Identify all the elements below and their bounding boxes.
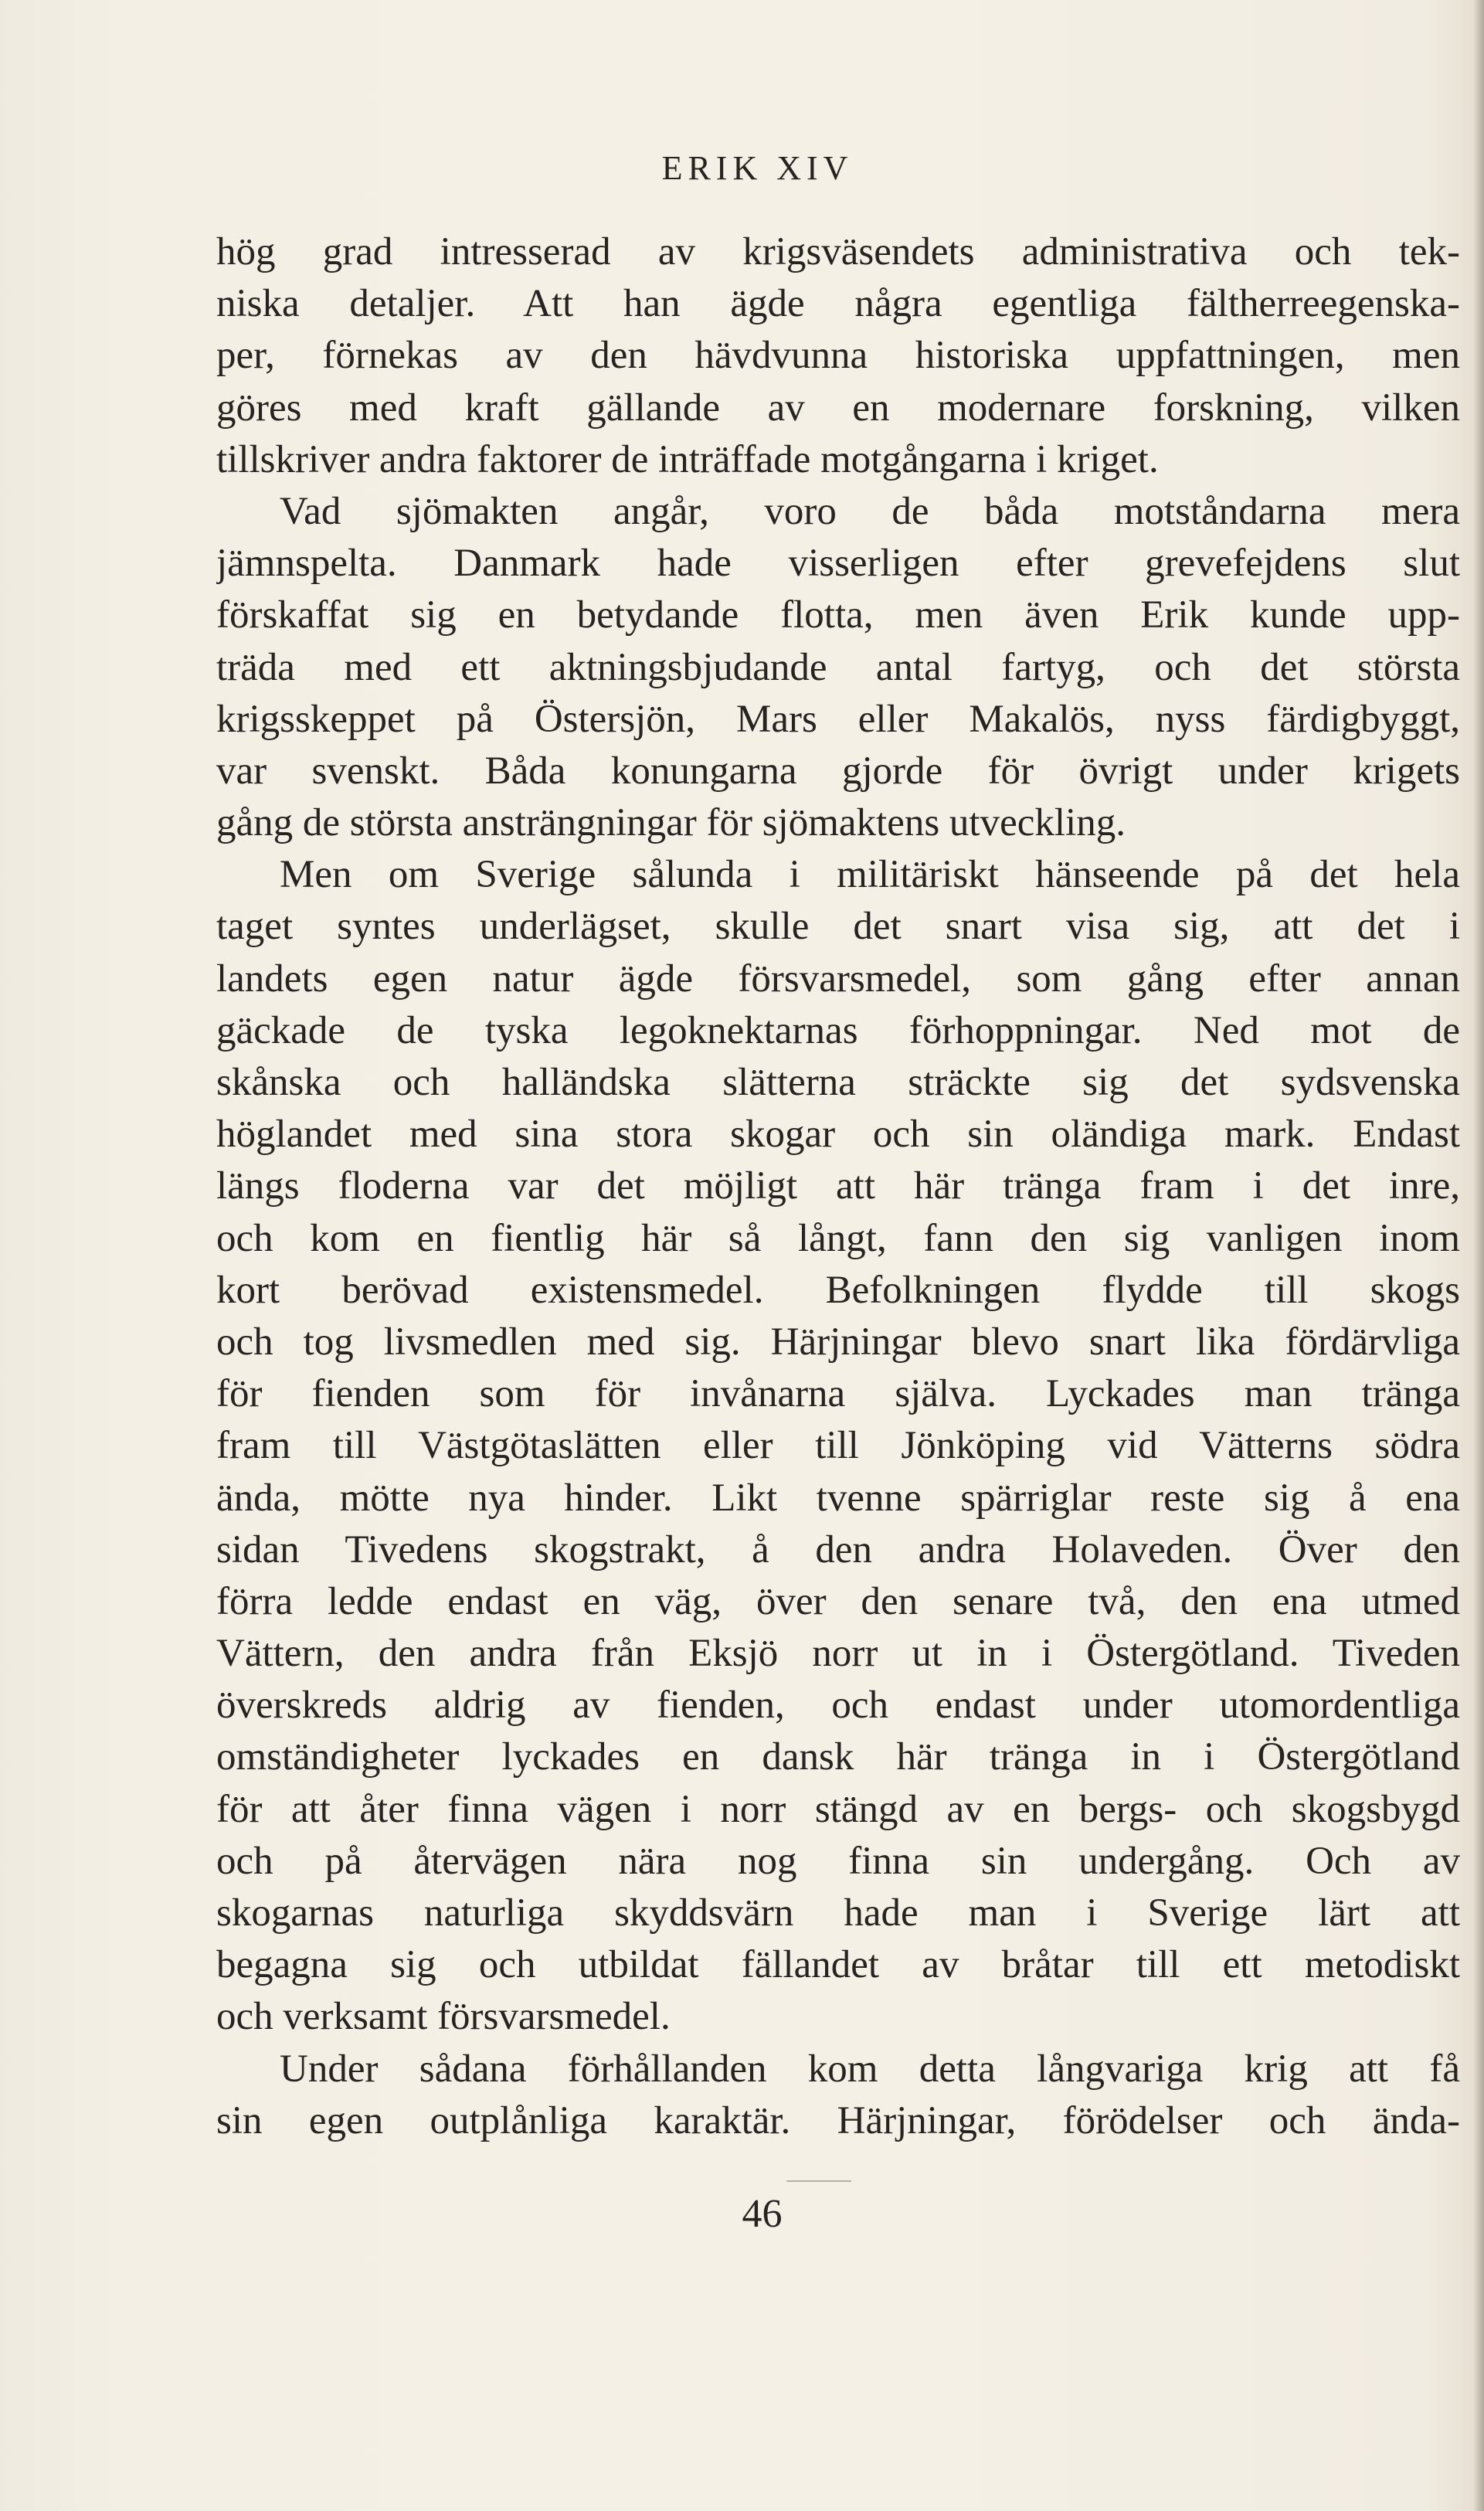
text-line: Under sådana förhållanden kom detta långvariga krig att få	[280, 2047, 1460, 2091]
page-number: 46	[742, 2192, 783, 2236]
text-line: Vad sjömakten angår, voro de båda motståndarna mera	[280, 489, 1460, 533]
text-line: gång de största ansträngningar för sjömaktens utveckling.	[216, 801, 1126, 845]
text-line: begagna sig och utbildat fällandet av bråtar till ett metodiskt	[216, 1943, 1460, 1987]
text-line: hög grad intresserad av krigsväsendets administrativa och tek-	[216, 230, 1460, 274]
text-line: för att åter finna vägen i norr stängd av en bergs- och skogsbygd	[216, 1787, 1460, 1831]
text-line: niska detaljer. Att han ägde några egentliga fältherreegenska-	[216, 282, 1460, 326]
text-line: förskaffat sig en betydande flotta, men även Erik kunde upp-	[216, 593, 1460, 637]
text-line: skogarnas naturliga skyddsvärn hade man i Sverige lärt att	[216, 1891, 1460, 1935]
text-line: sin egen outplånliga karaktär. Härjningar, förödelser och ända-	[216, 2098, 1460, 2142]
text-line: omständigheter lyckades en dansk här tränga in i Östergötland	[216, 1735, 1460, 1779]
text-line: förra ledde endast en väg, över den senare två, den ena utmed	[216, 1579, 1460, 1623]
text-line: för fienden som för invånarna själva. Lyckades man tränga	[216, 1372, 1460, 1416]
text-line: och tog livsmedlen med sig. Härjningar blevo snart lika fördärvliga	[216, 1320, 1460, 1364]
text-line: träda med ett aktningsbjudande antal fartyg, och det största	[216, 645, 1460, 689]
text-line: höglandet med sina stora skogar och sin oländiga mark. Endast	[216, 1113, 1460, 1157]
running-head: ERIK XIV	[661, 149, 854, 187]
text-line: taget syntes underlägset, skulle det snart visa sig, att det i	[216, 905, 1460, 949]
page-edge-shadow	[1473, 0, 1484, 2511]
text-line: landets egen natur ägde försvarsmedel, som gång efter annan	[216, 956, 1460, 1001]
text-line: var svenskt. Båda konungarna gjorde för övrigt under krigets	[216, 749, 1460, 793]
text-line: tillskriver andra faktorer de inträffade motgångarna i kriget.	[216, 437, 1159, 481]
text-line: sidan Tivedens skogstrakt, å den andra Holaveden. Över den	[216, 1527, 1460, 1571]
text-line: överskreds aldrig av fienden, och endast under utomordentliga	[216, 1684, 1460, 1728]
text-line: skånska och halländska slätterna sträckte sig det sydsvenska	[216, 1061, 1460, 1104]
text-line: och kom en fientlig här så långt, fann den sig vanligen inom	[216, 1216, 1460, 1260]
text-line: och verksamt försvarsmedel.	[216, 1995, 671, 2039]
text-line: krigsskeppet på Östersjön, Mars eller Makalös, nyss färdigbyggt,	[216, 697, 1460, 741]
text-line: och på återvägen nära nog finna sin undergång. Och av	[216, 1839, 1460, 1883]
text-line: längs floderna var det möjligt att här tränga fram i det inre,	[216, 1164, 1460, 1208]
text-line: kort berövad existensmedel. Befolkningen flydde till skogs	[216, 1268, 1460, 1312]
text-line: fram till Västgötaslätten eller till Jönköping vid Vätterns södra	[216, 1424, 1460, 1468]
text-line: gäckade de tyska legoknektarnas förhoppningar. Ned mot de	[216, 1008, 1460, 1052]
body-text	[216, 226, 1460, 2147]
text-line: jämnspelta. Danmark hade visserligen efter grevefejdens slut	[216, 542, 1460, 586]
folio-mark	[786, 2180, 851, 2182]
text-line: Vättern, den andra från Eksjö norr ut in i Östergötland. Tiveden	[216, 1632, 1460, 1676]
text-line: göres med kraft gällande av en modernare forskning, vilken	[216, 386, 1460, 430]
text-line: per, förnekas av den hävdvunna historiska uppfattningen, men	[216, 334, 1460, 378]
text-line: ända, mötte nya hinder. Likt tvenne spärriglar reste sig å ena	[216, 1476, 1460, 1520]
text-line: Men om Sverige sålunda i militäriskt hänseende på det hela	[280, 853, 1460, 897]
